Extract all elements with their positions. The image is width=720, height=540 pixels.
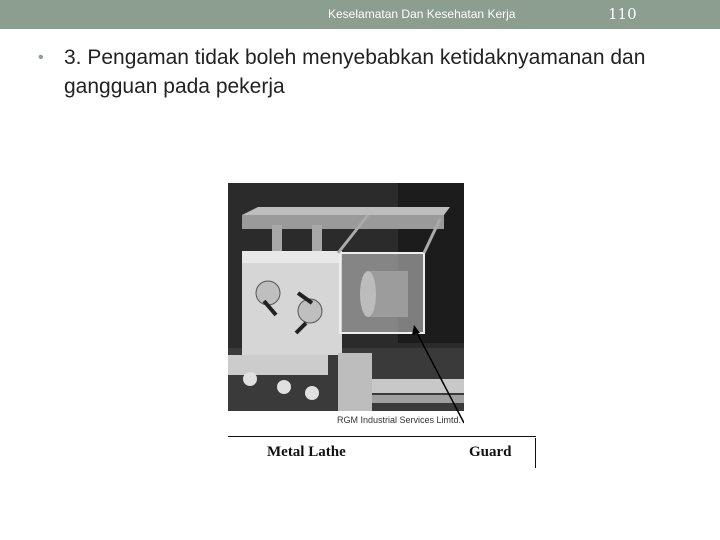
metal-lathe-photo [228,183,464,431]
page-number: 110 [608,5,637,23]
bullet-text: 3. Pengaman tidak boleh menyebabkan ketidaknyamanan dan gangguan pada pekerja [64,46,646,98]
header-title: Keselamatan Dan Kesehatan Kerja [328,7,516,21]
caption-divider-vertical [535,438,536,468]
header-bar [0,0,720,29]
caption-guard: Guard [469,444,512,460]
bullet-marker: • [38,49,44,66]
caption-metal-lathe: Metal Lathe [267,444,346,460]
lathe-figure [228,183,538,468]
photo-watermark: RGM Industrial Services Limtd. [337,415,462,425]
caption-divider [228,436,536,437]
bullet-item [38,43,708,101]
